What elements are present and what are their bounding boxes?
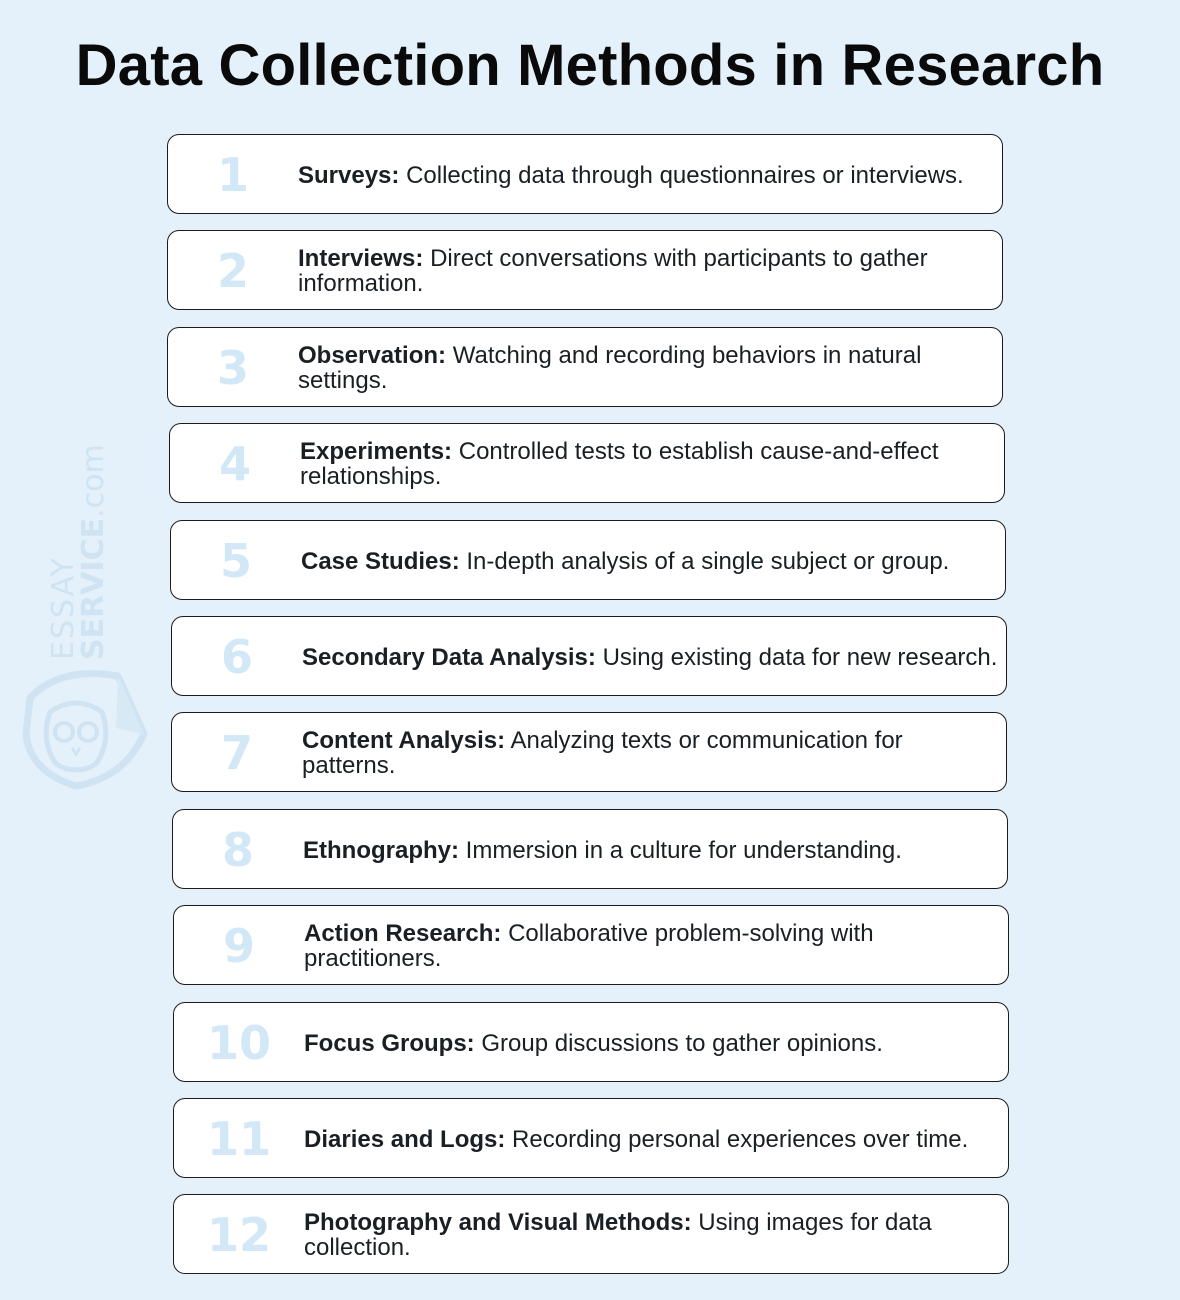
method-card	[170, 520, 1006, 600]
method-text-content	[300, 439, 998, 489]
method-number: 10	[206, 1016, 271, 1070]
method-description: Collaborative problem-solving with practitioners.	[304, 920, 874, 972]
watermark-brand: SERVICE	[76, 517, 111, 660]
method-number: 6	[220, 630, 253, 684]
method-term: Photography and Visual Methods:	[304, 1209, 692, 1236]
method-description: Using existing data for new research.	[602, 643, 998, 671]
method-card	[172, 809, 1008, 889]
method-card	[173, 1098, 1009, 1178]
method-number: 7	[220, 726, 253, 780]
method-card	[167, 134, 1003, 214]
method-text	[300, 424, 998, 504]
method-description: Analyzing texts or communication for patterns.	[302, 727, 903, 779]
method-description: Controlled tests to establish cause-and-effect relationships.	[300, 438, 939, 490]
method-number: 5	[219, 534, 252, 588]
method-text-content	[304, 1210, 1002, 1260]
method-card	[167, 230, 1003, 310]
method-description: Using images for data collection.	[304, 1209, 932, 1261]
method-text	[303, 810, 1001, 890]
watermark-domain: .com	[76, 444, 111, 518]
method-text-content	[302, 645, 997, 670]
method-text-content	[298, 246, 996, 296]
method-number: 12	[206, 1208, 271, 1262]
method-description: Group discussions to gather opinions.	[481, 1029, 883, 1057]
method-term: Case Studies:	[301, 547, 460, 575]
method-text	[302, 617, 1000, 697]
method-text	[298, 328, 996, 408]
method-card	[171, 712, 1007, 792]
method-term: Diaries and Logs:	[304, 1125, 506, 1153]
page-title: Data Collection Methods in Research	[75, 33, 1105, 98]
method-text-content	[298, 343, 996, 393]
method-card	[173, 905, 1009, 985]
method-text	[304, 1099, 1002, 1179]
method-term: Content Analysis:	[302, 727, 506, 754]
method-term: Surveys:	[298, 161, 400, 189]
method-card	[173, 1002, 1009, 1082]
method-term: Focus Groups:	[304, 1029, 475, 1057]
method-description: Collecting data through questionnaires or interviews.	[406, 161, 964, 189]
method-term: Observation:	[298, 342, 447, 369]
method-text-content	[304, 1031, 883, 1056]
method-text	[304, 906, 1002, 986]
method-text	[298, 231, 996, 311]
method-description: Immersion in a culture for understanding.	[465, 836, 902, 864]
method-number: 4	[218, 437, 251, 491]
method-card	[173, 1194, 1009, 1274]
method-description: In-depth analysis of a single subject or group.	[466, 547, 950, 575]
method-text-content	[304, 921, 1002, 971]
method-term: Action Research:	[304, 920, 502, 947]
method-card	[169, 423, 1005, 503]
method-text-content	[303, 838, 902, 863]
method-text-content	[302, 728, 1000, 778]
method-text-content	[301, 549, 949, 574]
method-term: Experiments:	[300, 438, 453, 465]
method-number: 11	[206, 1112, 271, 1166]
method-description: Direct conversations with participants to gather information.	[298, 245, 928, 297]
method-text	[304, 1003, 1002, 1083]
method-text-content	[304, 1127, 968, 1152]
method-card	[171, 616, 1007, 696]
method-text	[302, 713, 1000, 793]
method-text	[304, 1195, 1002, 1275]
method-card	[167, 327, 1003, 407]
method-number: 9	[222, 919, 255, 973]
watermark-line1: ESSAY	[46, 555, 81, 660]
method-term: Interviews:	[298, 245, 424, 272]
method-number: 1	[216, 148, 249, 202]
method-text	[301, 521, 999, 601]
method-number: 3	[216, 341, 249, 395]
method-description: Recording personal experiences over time.	[512, 1125, 969, 1153]
method-number: 8	[221, 823, 254, 877]
method-text	[298, 135, 996, 215]
method-description: Watching and recording behaviors in natural settings.	[298, 342, 922, 394]
method-term: Secondary Data Analysis:	[302, 643, 596, 671]
method-number: 2	[216, 244, 249, 298]
method-term: Ethnography:	[303, 836, 459, 864]
method-text-content	[298, 163, 964, 188]
